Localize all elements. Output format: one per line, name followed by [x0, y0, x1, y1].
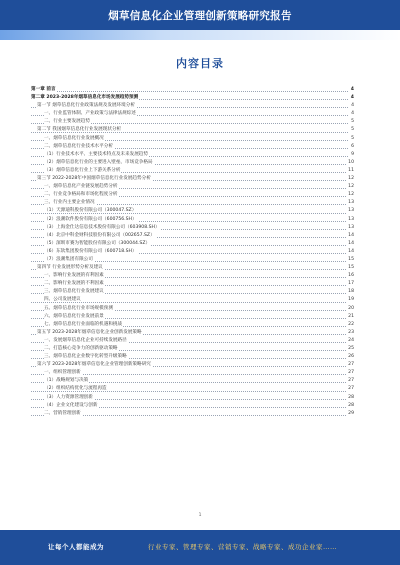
footer-label: 让每个人都能成为 [48, 543, 104, 551]
toc-entry-page: 14 [347, 240, 354, 248]
toc-entry-page: 9 [350, 151, 354, 159]
toc-entry[interactable] [31, 175, 354, 183]
toc-entry-page: 23 [347, 329, 354, 337]
toc-entry[interactable] [31, 272, 354, 280]
toc-entry-page: 20 [347, 305, 354, 313]
toc-entry-page: 14 [347, 248, 354, 256]
toc-entry-page: 19 [347, 296, 354, 304]
toc-entry-title: 第一节 烟草信息化行业政策法规及发展环境分析 [37, 103, 135, 109]
toc-dot-leader [31, 91, 348, 92]
toc-entry-page: 12 [347, 183, 354, 191]
footer-slogan: 行业专家、管理专家、营销专家、战略专家、成功企业家…… [148, 543, 337, 551]
toc-entry-page: 14 [347, 232, 354, 240]
toc-entry-page: 27 [347, 377, 354, 385]
toc-entry[interactable] [31, 110, 354, 118]
toc-entry[interactable] [31, 377, 354, 385]
toc-entry[interactable] [31, 240, 354, 248]
toc-entry-page: 15 [347, 264, 354, 272]
toc-entry-page: 5 [350, 126, 354, 134]
toc-entry-title: （1）战略规划与决策 [44, 378, 89, 384]
toc-entry-title: 二、影响行业发展的不利因素 [44, 281, 104, 287]
toc-entry-page: 5 [350, 135, 354, 143]
toc-entry[interactable] [31, 135, 354, 143]
toc-entry[interactable] [31, 402, 354, 410]
toc-entry[interactable] [31, 199, 354, 207]
toc-entry-page: 6 [350, 143, 354, 151]
toc-entry-title: 二、烟草信息化行业技术水平分析 [44, 143, 113, 149]
toc-entry-page: 29 [347, 410, 354, 418]
toc-entry-title: （2）组织结构优化与流程再造 [44, 386, 107, 392]
toc-entry[interactable] [31, 288, 354, 296]
toc-entry[interactable] [31, 224, 354, 232]
toc-entry[interactable] [31, 183, 354, 191]
toc-entry-title: 第二节 我国烟草信息化行业发展现状分析 [37, 127, 122, 133]
toc-entry-title: 二、行业主要发展趋势 [44, 119, 90, 125]
toc-entry[interactable] [31, 321, 354, 329]
toc-entry-title: 第五节 2023-2028年烟草信息化企业创新发展策略 [37, 329, 142, 335]
toc-entry-page: 18 [347, 288, 354, 296]
toc-entry-page: 25 [347, 345, 354, 353]
toc-entry-page: 16 [347, 272, 354, 280]
toc-entry[interactable] [31, 313, 354, 321]
toc-entry-title: 一、组织管理创新 [44, 370, 81, 376]
toc-entry-title: （6）东软集团股份有限公司（600718.SH） [44, 248, 137, 254]
toc-entry-page: 13 [347, 224, 354, 232]
toc-entry-page: 28 [347, 402, 354, 410]
toc-entry-page: 28 [347, 394, 354, 402]
toc-entry-title: 第四节 行业发展形势分析及建议 [37, 265, 103, 271]
toc-entry-title: 三、烟草信息化企业数字化转型升级策略 [44, 354, 127, 360]
toc-entry[interactable] [31, 94, 354, 102]
toc-entry[interactable] [31, 248, 354, 256]
toc-entry-page: 12 [347, 191, 354, 199]
toc-entry-title: （5）深圳市赛为智能股份有限公司（300044.SZ） [44, 240, 151, 246]
toc-entry-title: （3）人力资源管理创新 [44, 394, 93, 400]
toc-entry[interactable] [31, 369, 354, 377]
toc-entry-page: 4 [350, 110, 354, 118]
toc-entry[interactable] [31, 232, 354, 240]
toc-entry-page: 5 [350, 118, 354, 126]
toc-entry[interactable] [31, 143, 354, 151]
toc-entry[interactable] [31, 126, 354, 134]
toc-entry-title: 一、行业监管体制、产业政策与法律法规综述 [44, 111, 136, 117]
toc-entry-title: （1）行业技术水平、主要技术特点及未来发展趋势 [44, 151, 148, 157]
toc-entry-title: （1）天源迪科股份有限公司（300047.SZ） [44, 208, 137, 214]
toc-entry-title: 一、烟草信息化产业链发展趋势分析 [44, 184, 118, 190]
toc-entry[interactable] [31, 345, 354, 353]
toc-entry[interactable] [31, 394, 354, 402]
toc-entry[interactable] [31, 385, 354, 393]
toc-entry-title: 三、烟草信息化行业发展建议 [44, 289, 104, 295]
toc-entry[interactable] [31, 207, 354, 215]
toc-entry-page: 4 [350, 86, 354, 94]
footer-bar [0, 530, 400, 565]
page-number: 1 [198, 513, 202, 518]
toc-entry[interactable] [31, 305, 354, 313]
toc-entry-title: （3）烟草信息化行业上下游关系分析 [44, 167, 121, 173]
toc-entry-title: 一、影响行业发展的有利因素 [44, 273, 104, 279]
toc-entry-page: 22 [347, 321, 354, 329]
toc-entry[interactable] [31, 118, 354, 126]
toc-entry[interactable] [31, 86, 354, 94]
toc-entry-title: 第三节 2022-2028年中国烟草信息化行业发展趋势分析 [37, 176, 151, 182]
table-of-contents [31, 86, 354, 418]
toc-entry-page: 27 [347, 369, 354, 377]
toc-entry-page: 21 [347, 313, 354, 321]
toc-entry[interactable] [31, 329, 354, 337]
toc-entry[interactable] [31, 102, 354, 110]
toc-entry-page: 27 [347, 361, 354, 369]
toc-entry-page: 13 [347, 199, 354, 207]
toc-entry-page: 13 [347, 216, 354, 224]
toc-heading: 内容目录 [176, 57, 224, 70]
toc-entry-title: （2）浪潮软件股份有限公司（600756.SH） [44, 216, 137, 222]
toc-entry-title: （2）烟草信息化行业的主要进入壁垒、市场竞争格局 [44, 159, 153, 165]
toc-entry[interactable] [31, 280, 354, 288]
toc-entry[interactable] [31, 167, 354, 175]
report-title: 烟草信息化企业管理创新策略研究报告 [108, 10, 292, 22]
toc-entry-title: 六、烟草信息化行业发展前景 [44, 313, 104, 319]
header-gradient-band [0, 30, 400, 40]
toc-entry-page: 15 [347, 256, 354, 264]
toc-entry-title: 五、烟草信息化行业市场规模预测 [44, 305, 113, 311]
toc-entry-title: （4）北京中科金财科技股份有限公司（002657.SZ） [44, 232, 155, 238]
toc-entry[interactable] [31, 264, 354, 272]
toc-entry-title: 七、烟草信息化行业面临的机遇和挑战 [44, 321, 123, 327]
toc-entry-page: 4 [350, 94, 354, 102]
toc-entry-title: 一、烟草信息化行业发展概况 [44, 135, 104, 141]
toc-entry[interactable] [31, 337, 354, 345]
toc-entry-page: 27 [347, 385, 354, 393]
header-bar [0, 0, 400, 30]
toc-entry-title: 一、发展烟草信息化企业可持续发展路径 [44, 337, 127, 343]
toc-entry-title: 二、打造核心竞争力的创新驱动策略 [44, 346, 118, 351]
toc-entry-page: 17 [347, 280, 354, 288]
toc-entry-title: 三、行业内主要企业情况 [44, 200, 95, 206]
toc-entry[interactable] [31, 353, 354, 361]
toc-entry-title: 第六节 2023-2028年烟草信息化企业管理创新策略研究 [37, 362, 151, 368]
toc-entry-title: 第一章 前言 [31, 87, 56, 92]
toc-entry[interactable] [31, 296, 354, 304]
toc-entry-page: 13 [347, 207, 354, 215]
toc-entry-page: 4 [350, 102, 354, 110]
toc-entry-title: （7）浪潮集团有限公司 [44, 256, 93, 262]
toc-entry-page: 24 [347, 337, 354, 345]
toc-entry[interactable] [31, 151, 354, 159]
toc-entry[interactable] [31, 191, 354, 199]
toc-entry-page: 26 [347, 353, 354, 361]
toc-entry-page: 12 [347, 175, 354, 183]
toc-entry-page: 10 [347, 159, 354, 167]
toc-entry-title: 四、公司发展建议 [44, 297, 81, 303]
toc-entry[interactable] [31, 159, 354, 167]
toc-entry[interactable] [31, 216, 354, 224]
toc-entry-title: 第二章 2023-2028年烟草信息化市场发展趋势预测 [31, 95, 139, 101]
toc-entry-title: （4）企业文化建设与创新 [44, 402, 98, 408]
toc-entry[interactable] [31, 361, 354, 369]
toc-entry[interactable] [31, 256, 354, 264]
toc-entry-page: 11 [347, 167, 354, 175]
toc-entry-title: 二、营销管理创新 [44, 410, 81, 416]
toc-entry-title: （3）上海金仕达信息技术股份有限公司（603908.SH） [44, 224, 160, 230]
toc-entry-title: 二、行业竞争格局和市场化程度分析 [44, 192, 118, 198]
toc-entry[interactable] [31, 410, 354, 418]
